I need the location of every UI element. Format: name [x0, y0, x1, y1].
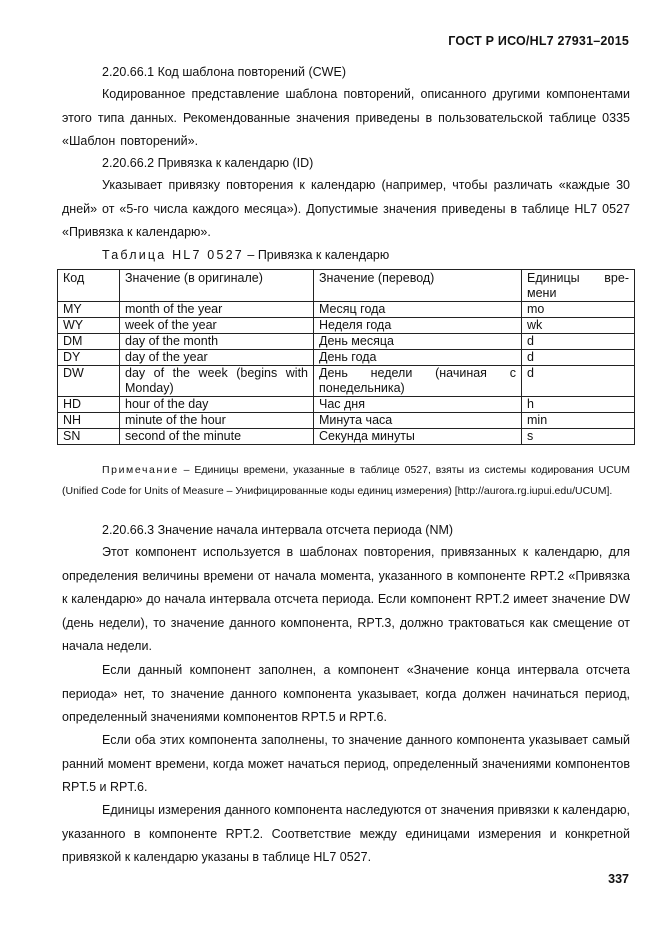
cell-original: day of the week (begins with Monday)	[120, 366, 314, 397]
section-paragraph-calendar-alignment: Указывает привязку повторения к календарю (например, чтобы различать «каждые 30 дней» от «5-го числа каждого месяца»). Допустимые значения приведены в таблице HL7 0527 «Привязка к календарю».	[62, 178, 630, 239]
cell-code: DM	[58, 334, 120, 350]
cell-original: second of the minute	[120, 429, 314, 445]
cell-code: WY	[58, 318, 120, 334]
document-standard-header: ГОСТ Р ИСО/HL7 27931–2015	[448, 34, 629, 48]
cell-original: hour of the day	[120, 397, 314, 413]
header-translated-value: Значение (перевод)	[314, 270, 522, 302]
section-heading-period-start-offset: 2.20.66.3 Значение начала интервала отсчета периода (NM)	[102, 523, 454, 537]
table-row	[58, 397, 635, 413]
cell-code: HD	[58, 397, 120, 413]
header-time-units-line-2: мени	[527, 286, 557, 300]
section-paragraph-period-start-offset-2: Если данный компонент заполнен, а компонент «Значение конца интервала отсчета периода» нет, то значение данного компонента указывает, когда должен начинаться период, определенный значениями компонентов RPT.5 и RPT.6.	[62, 663, 630, 724]
cell-code: SN	[58, 429, 120, 445]
cell-translation: Час дня	[314, 397, 522, 413]
cell-code: DY	[58, 350, 120, 366]
table-row	[58, 413, 635, 429]
section-paragraph-repeat-pattern-code: Кодированное представление шаблона повторений, описанного другими компонентами этого типа данных. Рекомендованные значения приведены в пользовательской таблице 0335 «Шаблон повторений».	[62, 87, 630, 148]
note-label: Примечание	[102, 464, 179, 476]
header-time-units-line-1	[527, 271, 629, 286]
calendar-alignment-table	[57, 269, 635, 445]
section-paragraph-period-start-offset-4: Единицы измерения данного компонента наследуются от значения привязки к календарю, указанного в компоненте RPT.2. Соответствие между единицами измерения и конкретной привязкой к календарю указаны в таблице HL7 0527.	[62, 803, 630, 864]
header-time-units-word-2: вре-	[604, 271, 629, 285]
header-code: Код	[58, 270, 120, 302]
cell-code: MY	[58, 302, 120, 318]
table-caption-prefix: Таблица HL7 0527	[102, 248, 244, 262]
cell-code: NH	[58, 413, 120, 429]
section-paragraph-period-start-offset-1: Этот компонент используется в шаблонах повторения, привязанных к календарю, для определения величины времени от начала момента, указанного в компоненте RPT.2 «Привязка к календарю» до начала интервала отсчета периода. Если компонент RPT.2 имеет значение DW (день недели), то значение данного компонента, RPT.3, должно трактоваться как смещение от начала недели.	[62, 545, 630, 653]
table-row	[58, 350, 635, 366]
table-caption	[62, 246, 661, 264]
table-row	[58, 318, 635, 334]
section-paragraph-period-start-offset-3: Если оба этих компонента заполнены, то значение данного компонента указывает самый ранний момент времени, когда может начаться период, определенный значениями компонентов RPT.5 и RPT.6.	[62, 733, 630, 794]
cell-unit: d	[522, 366, 635, 397]
cell-original: day of the month	[120, 334, 314, 350]
cell-unit: min	[522, 413, 635, 429]
section-heading-repeat-pattern-code: 2.20.66.1 Код шаблона повторений (CWE)	[102, 65, 346, 79]
cell-unit: wk	[522, 318, 635, 334]
cell-unit: s	[522, 429, 635, 445]
cell-translation: Секунда минуты	[314, 429, 522, 445]
cell-translation: Неделя года	[314, 318, 522, 334]
cell-translation: День месяца	[314, 334, 522, 350]
section-heading-calendar-alignment: 2.20.66.2 Привязка к календарю (ID)	[102, 156, 314, 170]
header-original-value: Значение (в оригинале)	[120, 270, 314, 302]
cell-translation: День года	[314, 350, 522, 366]
header-time-units-word-1: Единицы	[527, 271, 580, 285]
table-row	[58, 334, 635, 350]
cell-code: DW	[58, 366, 120, 397]
cell-unit: h	[522, 397, 635, 413]
table-header-row	[58, 270, 635, 302]
table-row	[58, 302, 635, 318]
cell-translation: День недели (начиная с понедельника)	[314, 366, 522, 397]
table-row	[58, 366, 635, 397]
cell-translation: Месяц года	[314, 302, 522, 318]
table-row	[58, 429, 635, 445]
page-number: 337	[608, 872, 629, 886]
cell-original: month of the year	[120, 302, 314, 318]
table-caption-title: – Привязка к календарю	[247, 248, 390, 262]
cell-original: day of the year	[120, 350, 314, 366]
cell-unit: d	[522, 334, 635, 350]
note-text: – Единицы времени, указанные в таблице 0527, взяты из системы кодирования UCUM (Unified Code for Units of Measure – Унифицированные коды единиц измерения) [http://aurora.rg.iupui.edu/UCUM].	[62, 464, 630, 497]
cell-unit: d	[522, 350, 635, 366]
cell-original: minute of the hour	[120, 413, 314, 429]
cell-translation: Минута часа	[314, 413, 522, 429]
cell-unit: mo	[522, 302, 635, 318]
table-note	[62, 460, 630, 502]
cell-original: week of the year	[120, 318, 314, 334]
header-time-units	[522, 270, 635, 302]
